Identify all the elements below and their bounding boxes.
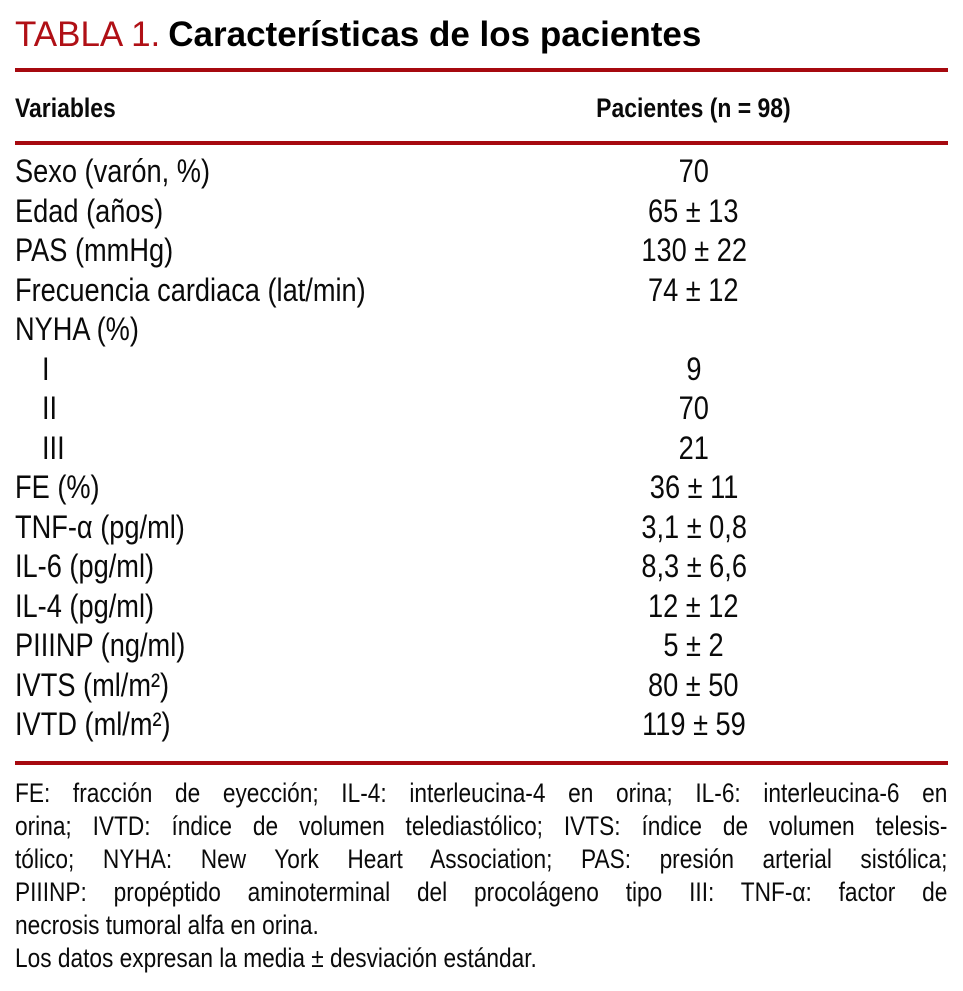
table-row xyxy=(15,587,948,627)
table-row xyxy=(15,547,948,587)
row-value: 70 xyxy=(678,153,709,190)
row-label: III xyxy=(42,429,65,466)
row-value: 74 ± 12 xyxy=(648,271,740,308)
table-row xyxy=(15,192,948,232)
row-label: Frecuencia cardiaca (lat/min) xyxy=(15,271,366,308)
red-rule-middle xyxy=(15,141,948,145)
footnote-line: orina; IVTD: índice de volumen telediastólico; IVTS: índice de volumen telesis- xyxy=(15,810,948,841)
footnote-line: Los datos expresan la media ± desviación estándar. xyxy=(15,942,537,973)
page-title xyxy=(15,16,948,54)
patients-table xyxy=(15,152,948,745)
footnote-line: PIIINP: propéptido aminoterminal del procolágeno tipo III: TNF-α: factor de xyxy=(15,876,948,907)
row-value: 5 ± 2 xyxy=(663,627,724,664)
table-row xyxy=(15,350,948,390)
row-value: 8,3 ± 6,6 xyxy=(640,548,747,585)
column-header-variables: Variables xyxy=(15,93,116,123)
table-header xyxy=(15,72,948,141)
table-row xyxy=(15,389,948,429)
row-value: 65 ± 13 xyxy=(648,192,740,229)
row-value: 119 ± 59 xyxy=(641,706,746,743)
row-label: TNF-α (pg/ml) xyxy=(15,508,185,545)
header-row xyxy=(15,72,948,141)
row-value: 21 xyxy=(678,429,709,466)
row-value: 9 xyxy=(686,350,702,387)
table-row xyxy=(15,231,948,271)
row-value: 12 ± 12 xyxy=(648,587,740,624)
row-label: Sexo (varón, %) xyxy=(15,153,211,190)
table-row xyxy=(15,310,948,350)
table-row xyxy=(15,271,948,311)
column-header-patients: Pacientes (n = 98) xyxy=(596,93,792,123)
row-label: IVTS (ml/m²) xyxy=(15,666,170,703)
table-row xyxy=(15,468,948,508)
red-rule-bottom xyxy=(15,761,948,765)
row-label: FE (%) xyxy=(15,469,100,506)
row-value: 70 xyxy=(678,390,709,427)
row-value: 80 ± 50 xyxy=(648,666,740,703)
row-label: NYHA (%) xyxy=(15,311,139,348)
row-label: IVTD (ml/m²) xyxy=(15,706,171,743)
row-value: 36 ± 11 xyxy=(649,469,739,506)
row-label: IL-4 (pg/ml) xyxy=(15,587,155,624)
footnote xyxy=(15,777,948,975)
footnote-line: necrosis tumoral alfa en orina. xyxy=(15,909,319,940)
row-value: 3,1 ± 0,8 xyxy=(640,508,747,545)
table-caption: Características de los pacientes xyxy=(168,15,702,54)
table-number-label: TABLA 1. xyxy=(15,15,161,54)
row-value: 130 ± 22 xyxy=(640,232,747,269)
table-row xyxy=(15,152,948,192)
table-row xyxy=(15,429,948,469)
table-row xyxy=(15,626,948,666)
row-label: I xyxy=(42,350,50,387)
row-label: Edad (años) xyxy=(15,192,164,229)
row-label: PAS (mmHg) xyxy=(15,232,174,269)
row-label: IL-6 (pg/ml) xyxy=(15,548,155,585)
table-row xyxy=(15,666,948,706)
table-row xyxy=(15,508,948,548)
table-row xyxy=(15,705,948,745)
row-label: PIIINP (ng/ml) xyxy=(15,627,186,664)
row-label: II xyxy=(42,390,58,427)
footnote-line: FE: fracción de eyección; IL-4: interleucina-4 en orina; IL-6: interleucina-6 en xyxy=(15,777,948,808)
footnote-line: tólico; NYHA: New York Heart Association; PAS: presión arterial sistólica; xyxy=(15,843,948,874)
